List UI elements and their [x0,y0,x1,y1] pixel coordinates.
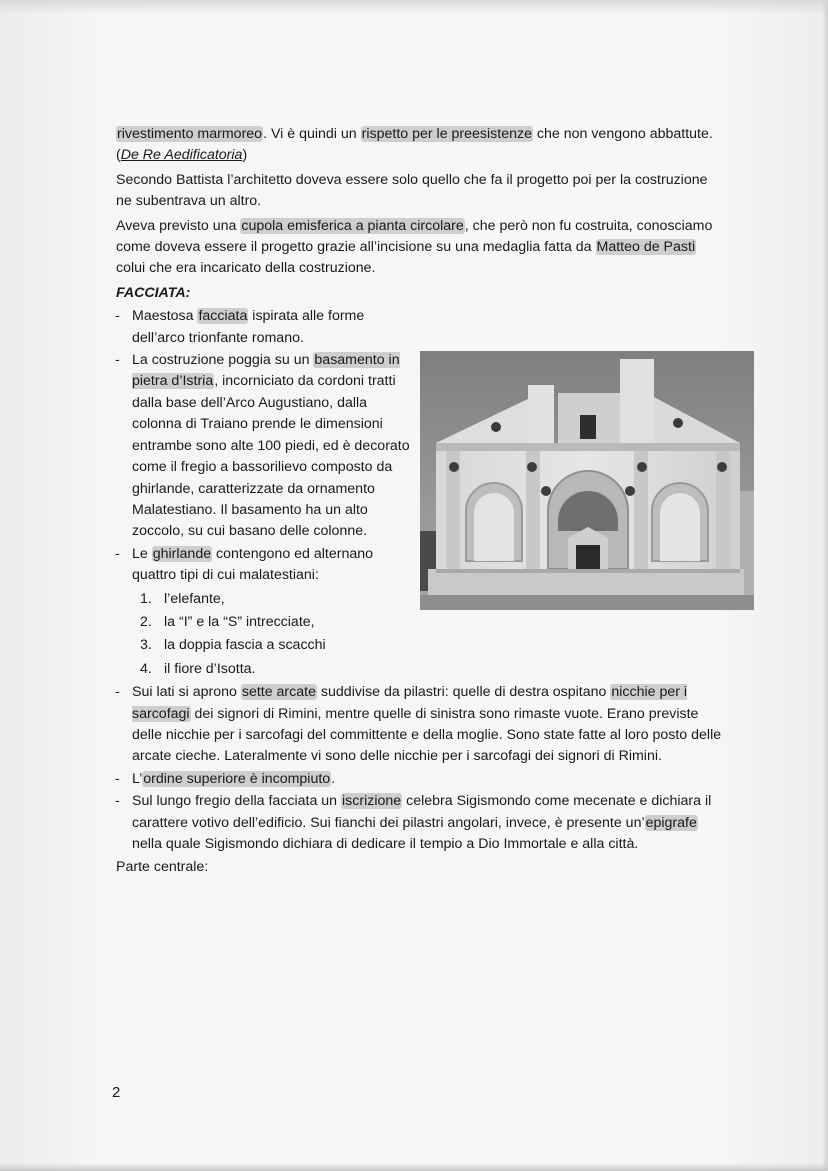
item-number: 3. [140,637,152,654]
item-text: il fiore d’Isotta. [164,660,256,677]
facade-photo [420,351,754,610]
item-number: 4. [140,660,152,677]
text: dei signori di Rimini, mentre quelle di sinistra sono rimaste vuote. Erano previste delle nicchie per i sarcofagi del committente e della moglie. Sono state fatte al loro posto delle arcate cieche. Lateralmente vi sono delle nicchie per i sarcofagi dei signori di Rimini. [132,705,722,765]
highlight: rivestimento marmoreo [117,126,263,142]
highlight: ghirlande [152,545,212,562]
item-text: l’elefante, [164,590,225,607]
text: Maestosa [132,308,198,325]
highlight: cupola emisferica a pianta circolare [241,217,464,234]
text: nella quale Sigismondo dichiara di dedicare il tempio a Dio Immortale e alla città. [132,836,639,852]
highlight: basamento in pietra d’Istria [132,352,400,390]
text: ) [242,147,248,164]
item-text: la doppia fascia a scacchi [164,637,326,654]
highlight: sette arcate [241,684,316,701]
reference-title: De Re Aedificatoria [120,147,243,164]
text: , incorniciato da cordoni tratti dalla base dell’Arco Augustiano, dalla colonna di Traiano prende le dimensioni entrambe sono alte 100 piedi, ed è decorato come il fregio a bassorilievo composto da ghirlande, caratterizzate da ornamento Malatestiano. Il basamento ha un alto zoccolo, su cui basano delle colonne. [132,373,410,540]
text: celebra Sigismondo come mecenate e dichiara il carattere votivo dell’edificio. Sui fianchi dei pilastri angolari, invece, è presente un’ [132,793,712,831]
list-item [132,659,417,680]
page-right-shadow [822,0,828,1171]
text: suddivise da pilastri: quelle di destra ospitano [316,684,611,701]
page-bottom-shadow [0,1163,828,1171]
text: che non vengono abbattute. ( [116,126,713,164]
highlight: iscrizione [342,793,402,810]
page-number: 2 [112,1084,121,1101]
paragraph-parte-centrale: Parte centrale: [116,859,209,876]
page-top-shadow [0,0,828,14]
list-item [132,612,417,633]
text: Sul lungo fregio della facciata un [132,793,342,810]
ghirlande-list [132,589,417,681]
text: , che però non fu costruita, conosciamo come doveva essere il progetto grazie all’incisione su una medaglia fatta da [116,217,713,256]
list-item [116,682,726,768]
highlight: Matteo de Pasti [596,239,696,256]
highlight: epigrafe [645,814,697,831]
paragraph-cupola [116,216,726,280]
text: . Vi è quindi un [263,126,361,142]
list-item [132,635,417,656]
highlight: rispetto per le preesistenze [361,126,532,142]
text: L’ [132,770,143,787]
highlight: facciata [198,308,248,325]
list-item [116,791,726,855]
highlight: ordine superiore è incompiuto [143,770,331,787]
section-heading-facciata: FACCIATA: [116,284,191,301]
text: contengono ed alternano quattro tipi di cui malatestiani: [132,545,374,584]
item-number: 1. [140,590,152,607]
text: Le [132,545,152,562]
text: Sui lati si aprono [132,684,241,701]
paragraph-battista: Secondo Battista l’architetto doveva essere solo quello che fa il progetto poi per la costruzione ne subentrava un altro. [116,171,708,210]
list-item [116,544,417,680]
list-item [132,589,417,610]
text: . [331,770,336,787]
text: Aveva previsto una [116,217,241,234]
text: La costruzione poggia su un [132,352,314,369]
paragraph-rivestimento [116,124,726,167]
text: colui che era incaricato della costruzione. [116,260,376,277]
list-item [116,769,726,790]
item-number: 2. [140,613,152,630]
text: ispirata alle forme dell’arco trionfante romano. [132,308,365,346]
facade-illustration [420,351,754,610]
highlight: nicchie per i sarcofagi [132,684,688,722]
item-text: la “I” e la “S” intrecciate, [164,613,315,630]
list-item [116,306,417,349]
list-item [116,350,417,543]
